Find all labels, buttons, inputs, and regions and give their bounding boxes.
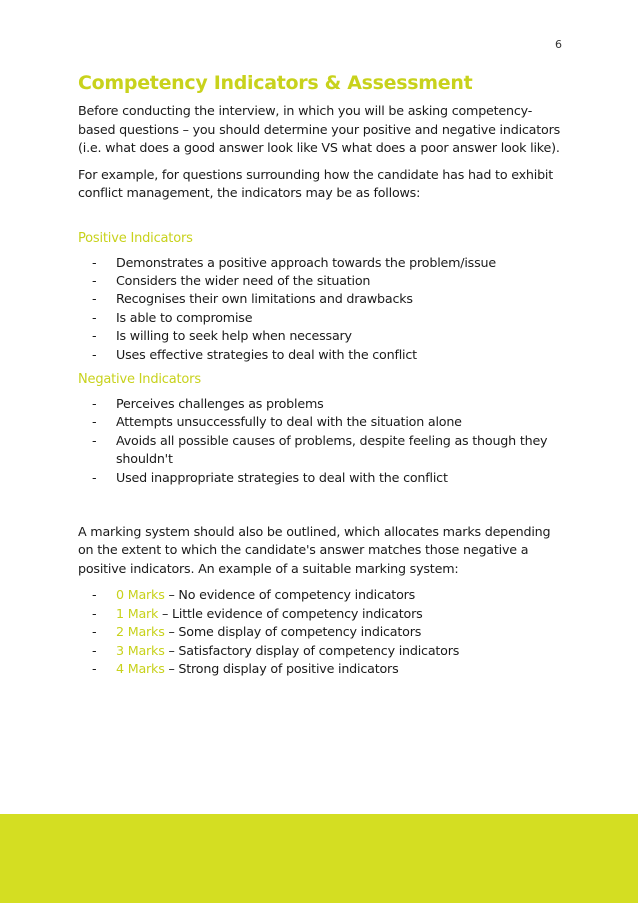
list-item-text: Attempts unsuccessfully to deal with the situation alone (116, 414, 462, 430)
bullet-dash: - (92, 432, 97, 448)
mark-label: 4 Marks (116, 661, 165, 677)
bullet-dash: - (92, 605, 97, 621)
list-item-text: Recognises their own limitations and drawbacks (116, 291, 413, 307)
list-item-text: Used inappropriate strategies to deal with the conflict (116, 469, 448, 485)
bullet-dash: - (92, 328, 97, 344)
negative-indicators-heading: Negative Indicators (78, 371, 201, 387)
list-item (78, 642, 568, 660)
negative-indicators-list (78, 395, 568, 487)
list-item (78, 660, 568, 678)
list-item (78, 432, 568, 469)
list-item (78, 327, 568, 345)
list-item (78, 395, 568, 413)
list-item-text: Demonstrates a positive approach towards the problem/issue (116, 254, 496, 270)
bullet-dash: - (92, 642, 97, 658)
list-item (78, 290, 568, 308)
mark-description: – No evidence of competency indicators (164, 587, 416, 603)
mark-description: – Little evidence of competency indicators (158, 605, 423, 621)
mark-description: – Satisfactory display of competency indicators (164, 642, 460, 658)
mark-label: 0 Marks (116, 587, 165, 603)
mark-label: 2 Marks (116, 624, 165, 640)
bullet-dash: - (92, 661, 97, 677)
list-item (78, 309, 568, 327)
example-paragraph: For example, for questions surrounding how the candidate has had to exhibit conflict management, the indicators may be as follows: (78, 166, 554, 200)
bullet-dash: - (92, 291, 97, 307)
positive-indicators-heading: Positive Indicators (78, 230, 193, 246)
mark-description: – Strong display of positive indicators (164, 661, 399, 677)
bullet-dash: - (92, 587, 97, 603)
bullet-dash: - (92, 414, 97, 430)
list-item-text: Uses effective strategies to deal with the conflict (116, 346, 417, 362)
list-item (78, 623, 568, 641)
mark-label: 1 Mark (116, 605, 159, 621)
bullet-dash: - (92, 309, 97, 325)
list-item-text: Considers the wider need of the situation (116, 272, 371, 288)
bullet-dash: - (92, 346, 97, 362)
bullet-dash: - (92, 469, 97, 485)
list-item (78, 346, 568, 364)
list-item-text: Perceives challenges as problems (116, 395, 324, 411)
list-item (78, 586, 568, 604)
bullet-dash: - (92, 395, 97, 411)
page-number: 6 (555, 38, 562, 51)
list-item (78, 254, 568, 272)
page-title: Competency Indicators & Assessment (78, 72, 473, 94)
document-body (78, 72, 568, 687)
list-item-text: Avoids all possible causes of problems, despite feeling as though they shouldn't (116, 432, 548, 467)
footer-band (0, 814, 638, 903)
list-item (78, 469, 568, 487)
list-item (78, 605, 568, 623)
bullet-dash: - (92, 272, 97, 288)
positive-indicators-list (78, 254, 568, 364)
list-item-text: Is willing to seek help when necessary (116, 328, 352, 344)
list-item (78, 413, 568, 431)
intro-paragraph: Before conducting the interview, in which you will be asking competency-based questions – you should determine your positive and negative indicators (i.e. what does a good answer look like VS what does a poor answer look like). (78, 103, 561, 155)
marking-system-list (78, 586, 568, 678)
bullet-dash: - (92, 624, 97, 640)
list-item-text: Is able to compromise (116, 309, 253, 325)
mark-label: 3 Marks (116, 642, 165, 658)
list-item (78, 272, 568, 290)
mark-description: – Some display of competency indicators (164, 624, 422, 640)
marking-paragraph: A marking system should also be outlined, which allocates marks depending on the extent to which the candidate's answer matches those negative a positive indicators. An example of a suitable marking system: (78, 523, 551, 576)
bullet-dash: - (92, 254, 97, 270)
